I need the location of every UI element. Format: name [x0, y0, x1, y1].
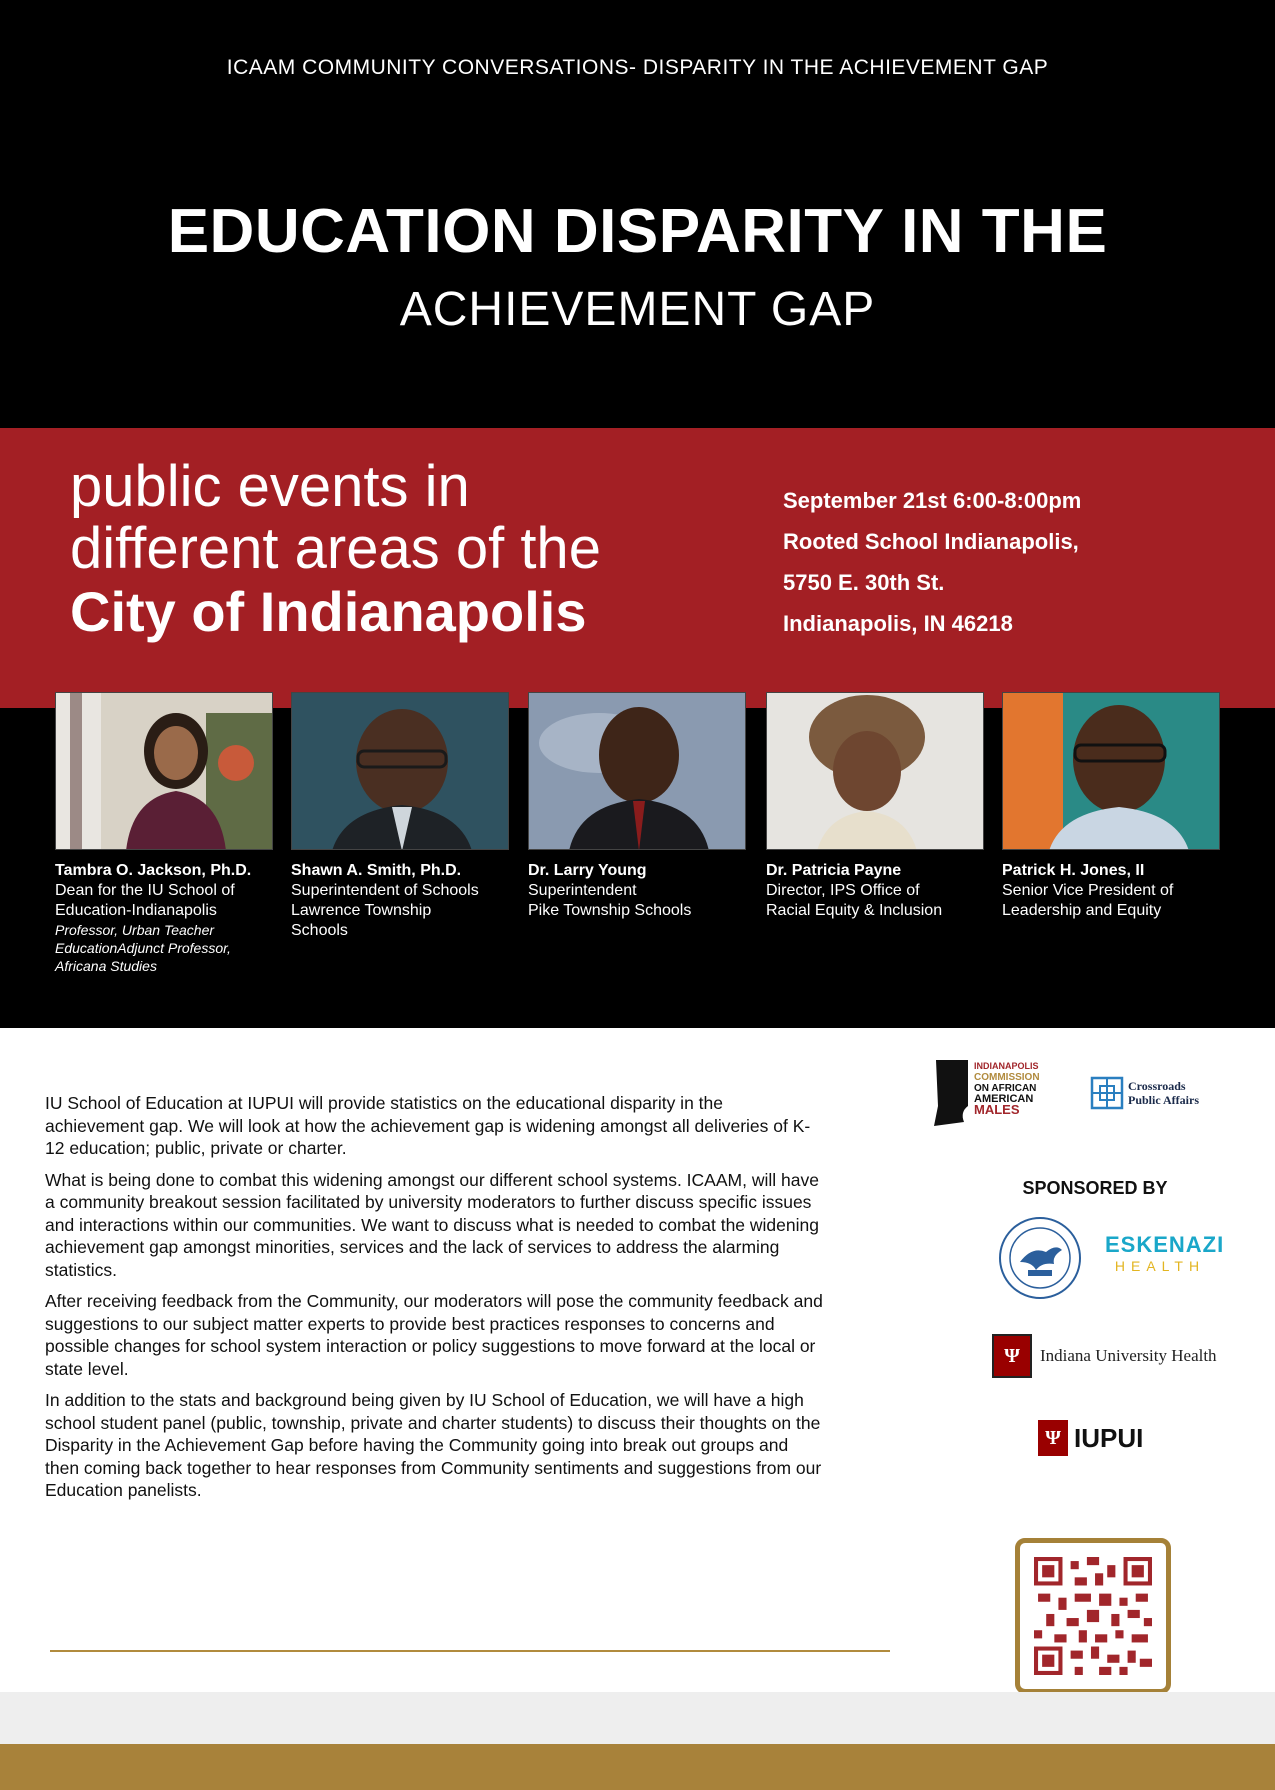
speaker-role-line: Lawrence Township — [291, 902, 432, 919]
speaker-role-line: Leadership and Equity — [1002, 902, 1162, 919]
registration-qr-code[interactable] — [1015, 1538, 1171, 1694]
tagline-line-1: public events in — [70, 454, 470, 519]
header-banner — [0, 0, 1275, 428]
footer-gold-strip — [0, 1744, 1275, 1790]
speaker-role-line: Pike Township Schools — [528, 902, 692, 919]
event-series-kicker: ICAAM COMMUNITY CONVERSATIONS- DISPARITY IN THE ACHIEVEMENT GAP — [226, 56, 1049, 79]
speaker-role-line: Schools — [291, 922, 348, 939]
speaker-portrait-image — [292, 693, 509, 850]
svg-text:MALES: MALES — [974, 1102, 1020, 1117]
event-date-time: September 21st 6:00-8:00pm — [783, 488, 1082, 513]
description-paragraph: After receiving feedback from the Community, our moderators will pose the community feedback and suggestions to our subject matter experts to provide best practices responses to concerns and possible changes for school system interaction or policy suggestions to move forward at the local or state level. — [45, 1291, 823, 1379]
event-street: 5750 E. 30th St. — [783, 570, 945, 595]
qr-code-icon — [1034, 1557, 1152, 1675]
speaker-role-line: Senior Vice President of — [1002, 882, 1174, 899]
speaker-photo — [291, 692, 509, 850]
event-details — [783, 480, 1081, 644]
speaker-note-line: Africana Studies — [55, 958, 157, 974]
crossroads-logo — [1090, 1074, 1220, 1114]
gold-divider — [50, 1650, 890, 1652]
iu-health-logo — [992, 1333, 1217, 1379]
speaker-portrait-image — [767, 693, 984, 850]
description-text — [45, 1092, 825, 1511]
speaker-role-line: Racial Equity & Inclusion — [766, 902, 943, 919]
iupui-logo — [1038, 1418, 1143, 1458]
speaker-card — [1002, 692, 1220, 921]
iu-trident-icon: Ψ — [1038, 1420, 1068, 1456]
speaker-note-line: EducationAdjunct Professor, — [55, 940, 231, 956]
event-city: Indianapolis, IN 46218 — [783, 611, 1013, 636]
description-paragraph: IU School of Education at IUPUI will provide statistics on the educational disparity in the achievement gap. We will look at how the achievement gap is widening amongst all deliveries of K-12 education; public, private or charter. — [45, 1093, 811, 1158]
speaker-name: Dr. Larry Young — [528, 862, 647, 879]
speaker-photo — [1002, 692, 1220, 850]
speakers-panel — [0, 708, 1275, 1028]
speaker-name: Shawn A. Smith, Ph.D. — [291, 862, 462, 879]
svg-text:COMMISSION: COMMISSION — [974, 1072, 1040, 1083]
speaker-photo — [55, 692, 273, 850]
speaker-portrait-image — [529, 693, 746, 850]
svg-text:Public Affairs: Public Affairs — [1128, 1093, 1199, 1107]
eskenazi-logo-tag: HEALTH — [1114, 1258, 1206, 1274]
iu-health-logo-text: Indiana University Health — [1040, 1346, 1217, 1365]
page-subtitle: ACHIEVEMENT GAP — [399, 283, 876, 336]
iupui-logo-text: IUPUI — [1074, 1422, 1144, 1453]
tagline-line-3: City of Indianapolis — [70, 580, 587, 643]
description-paragraph: What is being done to combat this widening amongst our different school systems. ICAAM, will have a community breakout session facilitated by university moderators to further discuss specific issues and interactions within our communities. We want to discuss what is needed to combat the widening achievement gap amongst minorities, services and the lack of services to address the alarming statistics. — [45, 1169, 819, 1280]
speaker-photo — [766, 692, 984, 850]
eskenazi-health-logo — [1105, 1232, 1225, 1274]
page-title: EDUCATION DISPARITY IN THE — [167, 197, 1108, 266]
description-paragraph: In addition to the stats and background being given by IU School of Education, we will have a high school student panel (public, township, private and charter students) to discuss their thoughts on the Disparity in the Achievement Gap before having the Community going into break out groups and then coming back together to hear responses from Community sentiments and suggestions from our Education panelists. — [45, 1390, 822, 1500]
eskenazi-logo-name: ESKENAZI — [1105, 1232, 1225, 1257]
speaker-portrait-image — [1003, 693, 1220, 850]
svg-text:INDIANAPOLIS: INDIANAPOLIS — [974, 1061, 1039, 1071]
icaam-logo — [930, 1056, 1060, 1130]
event-info-band — [0, 428, 1275, 708]
speaker-role-line: Dean for the IU School of — [55, 882, 235, 899]
speaker-role-line: Superintendent — [528, 882, 637, 899]
footer-grey-strip — [0, 1692, 1275, 1744]
iu-trident-icon: Ψ — [992, 1334, 1032, 1378]
speaker-card — [528, 692, 746, 921]
tagline — [70, 456, 730, 644]
svg-text:ON AFRICAN: ON AFRICAN — [974, 1083, 1037, 1094]
speaker-role-line: Education-Indianapolis — [55, 902, 217, 919]
speaker-name: Tambra O. Jackson, Ph.D. — [55, 862, 252, 879]
speaker-role-line: Director, IPS Office of — [766, 882, 920, 899]
speaker-name: Patrick H. Jones, II — [1002, 862, 1145, 879]
event-venue: Rooted School Indianapolis, — [783, 529, 1079, 554]
speaker-role-line: Superintendent of Schools — [291, 882, 479, 899]
svg-text:AMERICAN: AMERICAN — [974, 1093, 1034, 1105]
sponsored-by-heading: SPONSORED BY — [1022, 1178, 1168, 1198]
speaker-portrait-image — [56, 693, 273, 850]
speaker-card — [766, 692, 984, 921]
speaker-name: Dr. Patricia Payne — [766, 862, 902, 879]
description-section — [0, 1028, 1275, 1790]
speaker-card — [55, 692, 273, 975]
speaker-card — [291, 692, 509, 941]
svg-text:Crossroads: Crossroads — [1128, 1079, 1186, 1093]
speaker-photo — [528, 692, 746, 850]
tagline-line-2: different areas of the — [70, 516, 601, 581]
speaker-note-line: Professor, Urban Teacher — [55, 922, 215, 938]
city-county-council-seal — [998, 1216, 1082, 1300]
